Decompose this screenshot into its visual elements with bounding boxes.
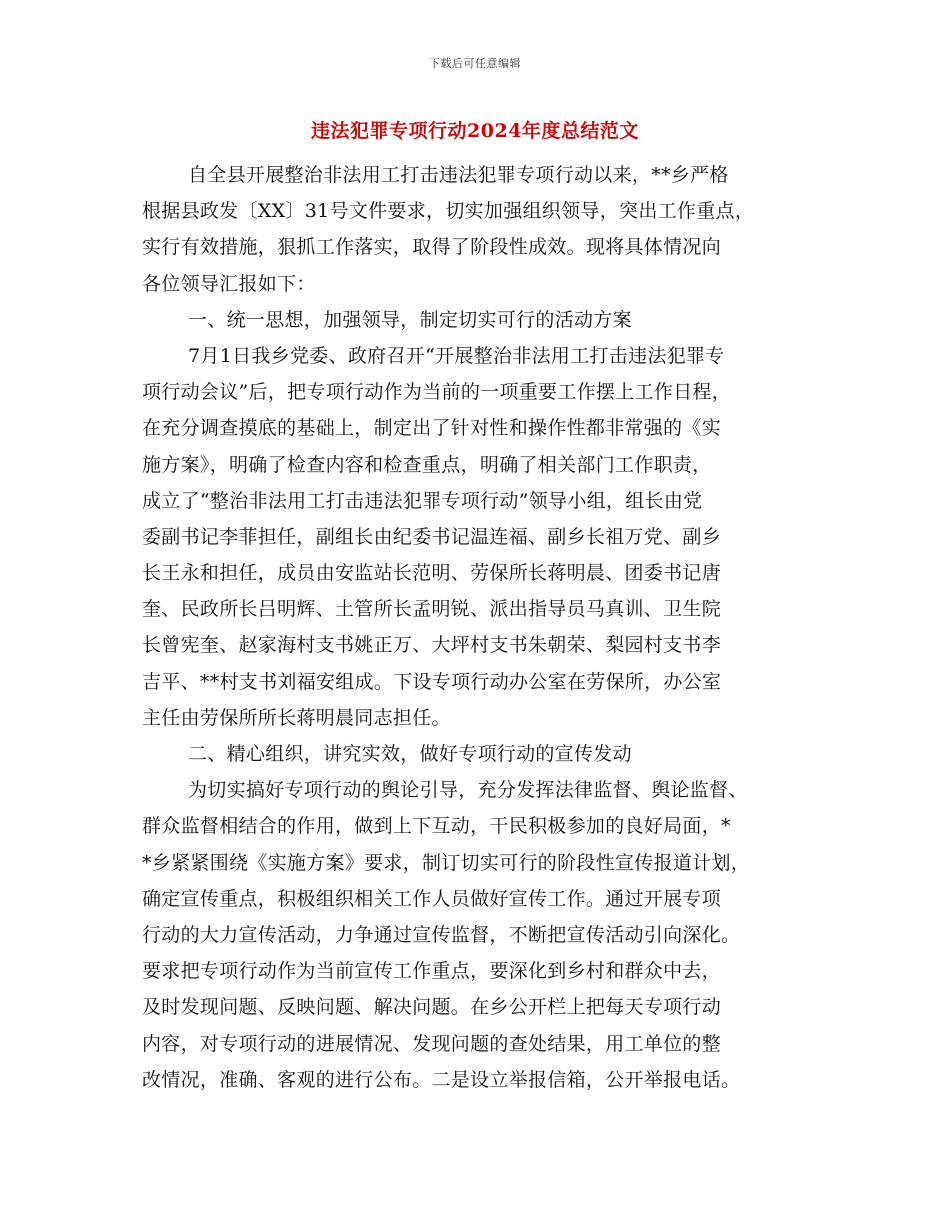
text-line: 奎、民政所长吕明辉、土管所长孟明锐、派出指导员马真训、卫生院: [142, 598, 722, 621]
text-line: 为切实搞好专项行动的舆论引导，充分发挥法律监督、舆论监督、: [188, 779, 748, 802]
text-line: 群众监督相结合的作用，做到上下互动，干民积极参加的良好局面，*: [142, 815, 731, 838]
text-line: 在充分调查摸底的基础上，制定出了针对性和操作性都非常强的《实: [142, 417, 722, 440]
text-line: 自全县开展整治非法用工打击违法犯罪专项行动以来，**乡严格: [188, 164, 729, 186]
header-note: 下载后可任意编辑: [429, 57, 521, 70]
text-line: 吉平、**村支书刘福安组成。下设专项行动办公室在劳保所，办公室: [142, 670, 722, 693]
text-line: 二、精心组织，讲究实效，做好专项行动的宣传发动: [188, 743, 632, 765]
text-line: 施方案》，明确了检查内容和检查重点，明确了相关部门工作职责，: [142, 453, 712, 476]
text-line: *乡紧紧围绕《实施方案》要求，制订切实可行的阶段性宣传报道计划，: [142, 851, 751, 874]
text-line: 实行有效措施，狠抓工作落实，取得了阶段性成效。现将具体情况向: [142, 236, 722, 259]
text-line: 主任由劳保所所长蒋明晨同志担任。: [142, 706, 451, 729]
text-line: 各位领导汇报如下：: [142, 272, 316, 295]
text-line: 长曾宪奎、赵家海村支书姚正万、大坪村支书朱朝荣、梨园村支书李: [142, 634, 722, 657]
text-line: 内容，对专项行动的进展情况、发现问题的查处结果，用工单位的整: [142, 1032, 722, 1055]
text-line: 改情况，准确、客观的进行公布。二是设立举报信箱，公开举报电话。: [142, 1068, 741, 1091]
text-line: 及时发现问题、反映问题、解决问题。在乡公开栏上把每天专项行动: [142, 996, 722, 1019]
text-line: 根据县政发〔XX〕31号文件要求，切实加强组织领导，突出工作重点，: [142, 200, 755, 223]
document-title: 违法犯罪专项行动2024年度总结范文: [311, 120, 639, 142]
text-line: 确定宣传重点，积极组织相关工作人员做好宣传工作。通过开展专项: [142, 887, 722, 910]
text-line: 成立了“整治非法用工打击违法犯罪专项行动”领导小组，组长由党: [142, 489, 703, 512]
text-line: 要求把专项行动作为当前宣传工作重点，要深化到乡村和群众中去，: [142, 960, 722, 983]
text-line: 一、统一思想，加强领导，制定切实可行的活动方案: [188, 308, 632, 331]
text-line: 项行动会议”后，把专项行动作为当前的一项重要工作摆上工作日程，: [142, 381, 732, 404]
text-line: 7月1日我乡党委、政府召开“开展整治非法用工打击违法犯罪专: [188, 344, 725, 367]
document-body: [142, 157, 814, 1098]
text-line: 长王永和担任，成员由安监站长范明、劳保所长蒋明晨、团委书记唐: [142, 562, 722, 585]
text-line: 行动的大力宣传活动，力争通过宣传监督，不断把宣传活动引向深化。: [142, 923, 741, 946]
text-line: 委副书记李菲担任，副组长由纪委书记温连福、副乡长祖万党、副乡: [142, 525, 722, 548]
